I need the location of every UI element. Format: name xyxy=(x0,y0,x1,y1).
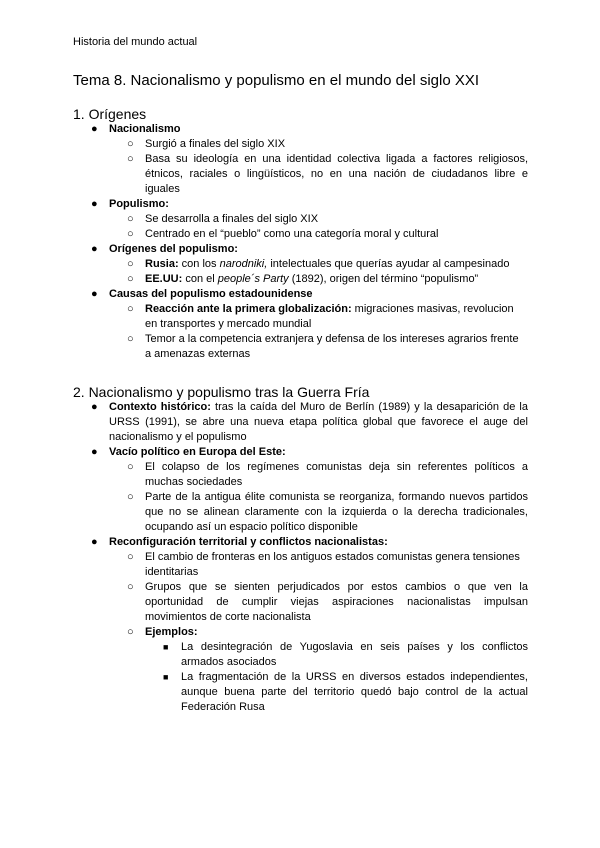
text: con los xyxy=(178,258,220,270)
section-1-heading: 1. Orígenes xyxy=(73,106,147,122)
list-item-cont: identitarias xyxy=(145,566,199,578)
list-item: Grupos que se sienten perjudicados por estos cambios o que ven la xyxy=(145,581,528,593)
populismo-label: Populismo: xyxy=(109,198,169,210)
bullet-l2: ○ xyxy=(127,333,134,345)
list-item-cont: Federación Rusa xyxy=(181,701,265,713)
bullet-l1: ● xyxy=(91,288,98,300)
list-item-cont: ocupando así un espacio político disponible xyxy=(145,521,358,533)
bullet-l2: ○ xyxy=(127,303,134,315)
vacio-label: Vacío político en Europa del Este: xyxy=(109,446,286,458)
list-item-cont: en transportes y mercado mundial xyxy=(145,318,312,330)
list-item xyxy=(109,400,528,415)
bullet-l3: ■ xyxy=(163,642,169,652)
text: con el xyxy=(182,273,218,285)
list-item: Centrado en el “pueblo” como una categoría moral y cultural xyxy=(145,228,439,240)
bullet-l2: ○ xyxy=(127,461,134,473)
page-title: Tema 8. Nacionalismo y populismo en el mundo del siglo XXI xyxy=(73,72,480,89)
list-item-cont: muchas sociedades xyxy=(145,476,243,488)
list-item-cont: a amenazas externas xyxy=(145,348,251,360)
bullet-l2: ○ xyxy=(127,551,134,563)
list-item-cont: movimientos de corte nacionalista xyxy=(145,611,311,623)
bullet-l1: ● xyxy=(91,401,98,413)
rusia-label: Rusia: xyxy=(145,258,179,270)
reconfiguracion-label: Reconfiguración territorial y conflictos nacionalistas: xyxy=(109,536,388,548)
list-item-cont: oportunidad de cumplir viejas aspiraciones nacionalistas impulsan xyxy=(145,596,528,608)
bullet-l2: ○ xyxy=(127,273,134,285)
list-item: Parte de la antigua élite comunista se reorganiza, formando nuevos partidos xyxy=(145,491,528,503)
bullet-l2: ○ xyxy=(127,491,134,503)
reaccion-label: Reacción ante la primera globalización: xyxy=(145,303,352,315)
text: (1892), origen del término “populismo” xyxy=(288,273,479,285)
list-item: La fragmentación de la URSS en diversos estados independientes, xyxy=(181,671,528,683)
bullet-l2: ○ xyxy=(127,138,134,150)
bullet-l2: ○ xyxy=(127,153,134,165)
list-item xyxy=(145,302,514,317)
bullet-l1: ● xyxy=(91,198,98,210)
text: tras la caída del Muro de Berlín (1989) y la desaparición de la xyxy=(210,401,528,413)
list-item: Se desarrolla a finales del siglo XIX xyxy=(145,213,319,225)
bullet-l2: ○ xyxy=(127,581,134,593)
list-item: El cambio de fronteras en los antiguos estados comunistas genera tensiones xyxy=(145,551,520,563)
ejemplos-label: Ejemplos: xyxy=(145,626,198,638)
list-item: La desintegración de Yugoslavia en seis países y los conflictos xyxy=(181,641,528,653)
list-item: El colapso de los regímenes comunistas deja sin referentes políticos a xyxy=(145,461,528,473)
bullet-l2: ○ xyxy=(127,213,134,225)
contexto-label: Contexto histórico: xyxy=(109,401,211,413)
bullet-l3: ■ xyxy=(163,672,169,682)
bullet-l1: ● xyxy=(91,243,98,255)
bullet-l1: ● xyxy=(91,446,98,458)
text: intelectuales que querías ayudar al campesinado xyxy=(267,258,510,270)
list-item-cont: étnicos, raciales o lingüísticos, no en una nación de ciudadanos libre e xyxy=(145,168,528,180)
list-item-cont: iguales xyxy=(145,183,180,195)
bullet-l2: ○ xyxy=(127,626,134,638)
emphasis: narodniki, xyxy=(219,258,268,270)
list-item-cont: armados asociados xyxy=(181,656,277,668)
bullet-l2: ○ xyxy=(127,228,134,240)
nacionalismo-label: Nacionalismo xyxy=(109,123,181,135)
list-item: Temor a la competencia extranjera y defensa de los intereses agrarios frente xyxy=(145,333,519,345)
section-2-heading: 2. Nacionalismo y populismo tras la Guerra Fría xyxy=(73,384,370,400)
list-item xyxy=(145,272,478,287)
bullet-l1: ● xyxy=(91,536,98,548)
list-item-cont: URSS (1991), se abre una nueva etapa política global que favorece el auge del xyxy=(109,416,528,428)
list-item-cont: aunque buena parte del territorio quedó bajo control de la actual xyxy=(181,686,528,698)
list-item: Basa su ideología en una identidad colectiva ligada a factores religiosos, xyxy=(145,153,528,165)
causas-label: Causas del populismo estadounidense xyxy=(109,288,313,300)
list-item xyxy=(145,257,509,272)
list-item-cont: nacionalismo y el populismo xyxy=(109,431,247,443)
origenes-label: Orígenes del populismo: xyxy=(109,243,238,255)
text: migraciones masivas, revolucion xyxy=(351,303,514,315)
list-item-cont: que no se alinean claramente con la izquierda o la derecha tradicionales, xyxy=(145,506,528,518)
eeuu-label: EE.UU: xyxy=(145,273,183,285)
emphasis: people´s Party xyxy=(217,273,289,285)
bullet-l1: ● xyxy=(91,123,98,135)
list-item: Surgió a finales del siglo XIX xyxy=(145,138,286,150)
bullet-l2: ○ xyxy=(127,258,134,270)
running-header: Historia del mundo actual xyxy=(73,36,198,48)
